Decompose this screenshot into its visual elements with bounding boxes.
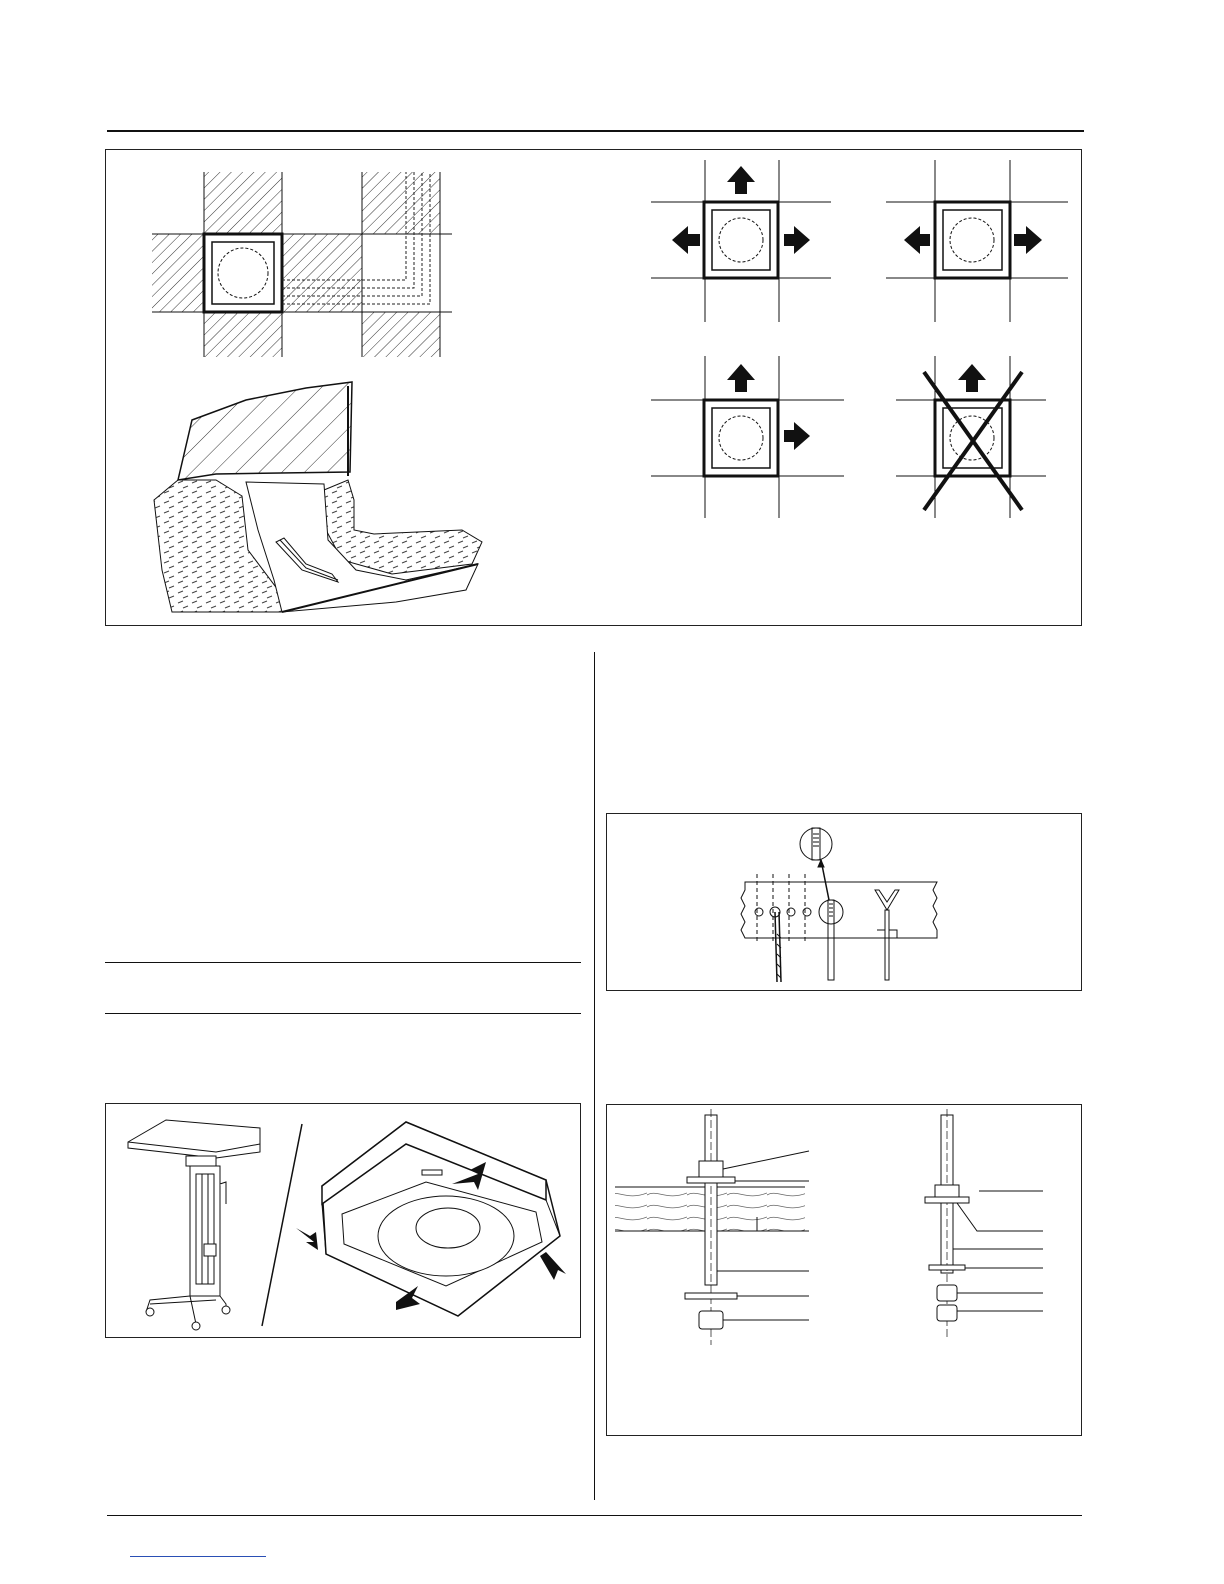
section-rule-bottom [105,1013,581,1014]
figure-ceiling-layout [105,149,1082,626]
figure-hanger-bolt [606,1104,1082,1436]
arrow-right-icon [784,422,810,450]
arrow-up-icon [727,364,755,392]
unit-handling-points [296,1122,566,1316]
column-divider [594,652,595,1500]
airflow-option-not-allowed [896,356,1046,518]
arrow-icon [540,1252,566,1280]
arrow-icon [296,1228,318,1250]
bolt-assembly-left [615,1109,809,1345]
arrow-up-icon [958,364,986,392]
arrow-left-icon [904,226,930,254]
anchor-bolts-drawing [607,814,1083,992]
footer-link-underline[interactable] [130,1556,266,1557]
bolt-assembly-right [925,1109,1043,1337]
arrow-up-icon [727,166,755,194]
arrow-right-icon [784,226,810,254]
ceiling-section [154,382,482,612]
ceiling-layout-drawing [106,150,1083,627]
hanger-bolt-drawing [607,1105,1083,1437]
lift-handling-drawing [106,1104,582,1339]
figure-anchor-bolts [606,813,1082,991]
ceiling-plan [152,172,452,357]
footer-rule [107,1515,1082,1516]
arrow-right-icon [1014,226,1042,254]
section-rule-top [105,962,581,963]
arrow-left-icon [672,226,700,254]
unit-lift [128,1120,260,1330]
figure-lift-handling [105,1103,581,1338]
header-rule [107,130,1084,132]
airflow-option-corner [651,356,844,518]
airflow-option-two-way [886,160,1068,322]
airflow-option-four-way [651,160,831,322]
